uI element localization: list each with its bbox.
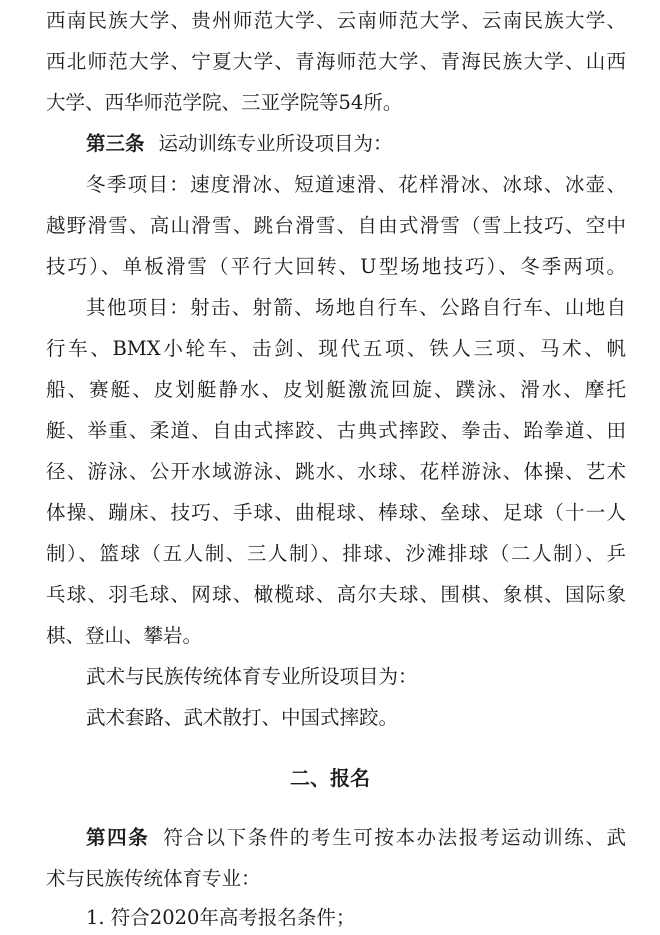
article-3-line xyxy=(86,131,626,157)
wushu-intro: 武术与民族传统体育专业所设项目为： xyxy=(86,665,418,688)
university-list-line-3: 大学、西华师范学院、三亚学院等54所。 xyxy=(46,91,403,114)
other-items-line-7: 制）、篮球（五人制、三人制）、排球、沙滩排球（二人制）、乒 xyxy=(46,542,626,565)
article-4-label: 第四条 xyxy=(86,826,150,849)
other-items-line-4: 艇、举重、柔道、自由式摔跤、古典式摔跤、拳击、跆拳道、田 xyxy=(46,419,626,442)
wushu-items: 武术套路、武术散打、中国式摔跤。 xyxy=(86,706,399,729)
other-items-line-1: 其他项目：射击、射箭、场地自行车、公路自行车、山地自 xyxy=(86,296,626,319)
article-4-line-2: 术与民族传统体育专业： xyxy=(46,867,261,890)
article-4-line-1 xyxy=(86,825,626,851)
article-4-text: 符合以下条件的考生可按本办法报考运动训练、武 xyxy=(163,826,626,849)
other-items-line-6: 体操、蹦床、技巧、手球、曲棍球、棒球、垒球、足球（十一人 xyxy=(46,501,626,524)
article-3-label: 第三条 xyxy=(86,132,145,155)
section-heading-registration: 二、报名 xyxy=(290,766,370,790)
article-3-text: 运动训练专业所设项目为： xyxy=(158,132,393,155)
winter-items-line-1: 冬季项目：速度滑冰、短道速滑、花样滑冰、冰球、冰壶、 xyxy=(86,173,626,196)
winter-items-line-2: 越野滑雪、高山滑雪、跳台滑雪、自由式滑雪（雪上技巧、空中 xyxy=(46,214,626,237)
other-items-line-9: 棋、登山、攀岩。 xyxy=(46,624,203,647)
other-items-line-5: 径、游泳、公开水域游泳、跳水、水球、花样游泳、体操、艺术 xyxy=(46,460,626,483)
other-items-line-3: 船、赛艇、皮划艇静水、皮划艇激流回旋、蹼泳、滑水、摩托 xyxy=(46,378,626,401)
other-items-line-8: 乓球、羽毛球、网球、橄榄球、高尔夫球、围棋、象棋、国际象 xyxy=(46,583,626,606)
condition-1: 1. 符合2020年高考报名条件； xyxy=(86,906,356,929)
other-items-line-2: 行车、BMX小轮车、击剑、现代五项、铁人三项、马术、帆 xyxy=(46,337,626,360)
winter-items-line-3: 技巧）、单板滑雪（平行大回转、U型场地技巧）、冬季两项。 xyxy=(46,255,626,278)
university-list-line-1: 西南民族大学、贵州师范大学、云南师范大学、云南民族大学、 xyxy=(46,9,626,32)
university-list-line-2: 西北师范大学、宁夏大学、青海师范大学、青海民族大学、山西 xyxy=(46,50,626,73)
